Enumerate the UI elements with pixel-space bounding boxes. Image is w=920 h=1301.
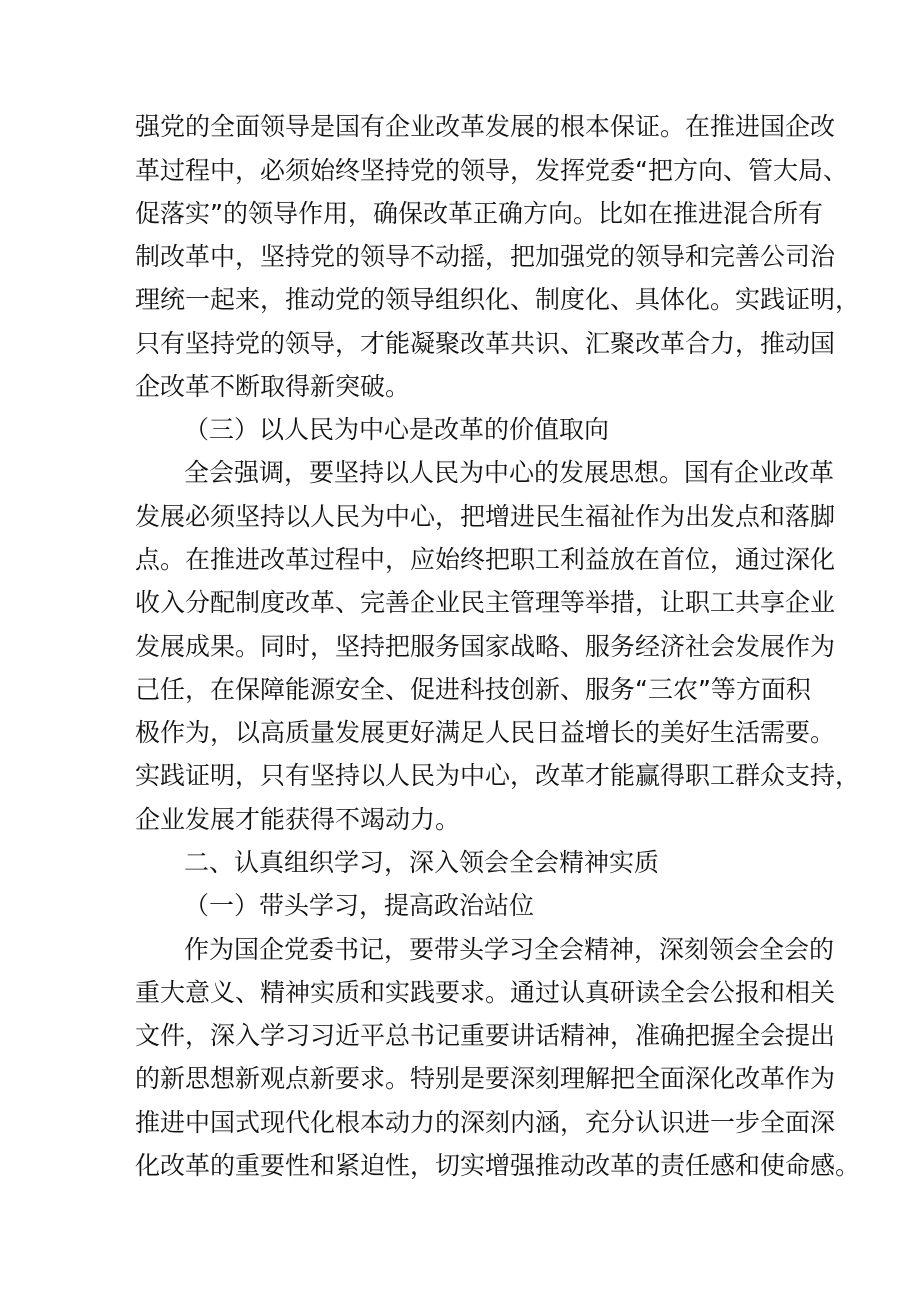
text-line: 强党的全面领导是国有企业改革发展的根本保证。在推进国企改 bbox=[135, 112, 836, 141]
text-line: 收入分配制度改革、完善企业民主管理等举措，让职工共享企业 bbox=[135, 588, 836, 617]
section-heading: 二、认真组织学习，深入领会全会精神实质 bbox=[184, 848, 660, 877]
text-line: 点。在推进改革过程中，应始终把职工利益放在首位，通过深化 bbox=[135, 545, 836, 574]
text-line: 极作为，以高质量发展更好满足人民日益增长的美好生活需要。 bbox=[135, 718, 836, 747]
section-heading: （三）以人民为中心是改革的价值取向 bbox=[184, 415, 610, 444]
text-line: 理统一起来，推动党的领导组织化、制度化、具体化。实践证明， bbox=[135, 285, 861, 314]
text-line: 发展必须坚持以人民为中心，把增进民生福祉作为出发点和落脚 bbox=[135, 502, 836, 531]
text-line: 推进中国式现代化根本动力的深刻内涵，充分认识进一步全面深 bbox=[135, 1108, 836, 1137]
text-line: 文件，深入学习习近平总书记重要讲话精神，准确把握全会提出 bbox=[135, 1021, 836, 1050]
text-line: 促落实”的领导作用，确保改革正确方向。比如在推进混合所有 bbox=[135, 199, 823, 228]
text-line: 企业发展才能获得不竭动力。 bbox=[135, 805, 461, 834]
text-line: 的新思想新观点新要求。特别是要深刻理解把全面深化改革作为 bbox=[135, 1064, 836, 1093]
text-line: 作为国企党委书记，要带头学习全会精神，深刻领会全会的 bbox=[184, 935, 835, 964]
text-line: 化改革的重要性和紧迫性，切实增强推动改革的责任感和使命感。 bbox=[135, 1151, 861, 1180]
text-line: 制改革中，坚持党的领导不动摇，把加强党的领导和完善公司治 bbox=[135, 242, 836, 271]
text-line: 重大意义、精神实质和实践要求。通过认真研读全会公报和相关 bbox=[135, 978, 836, 1007]
text-line: 只有坚持党的领导，才能凝聚改革共识、汇聚改革合力，推动国 bbox=[135, 329, 836, 358]
text-line: 全会强调，要坚持以人民为中心的发展思想。国有企业改革 bbox=[184, 458, 835, 487]
text-line: 发展成果。同时，坚持把服务国家战略、服务经济社会发展作为 bbox=[135, 632, 836, 661]
text-line: 实践证明，只有坚持以人民为中心，改革才能赢得职工群众支持， bbox=[135, 761, 861, 790]
text-line: 企改革不断取得新突破。 bbox=[135, 372, 411, 401]
subsection-heading: （一）带头学习，提高政治站位 bbox=[184, 891, 535, 920]
text-line: 己任，在保障能源安全、促进科技创新、服务“三农”等方面积 bbox=[135, 675, 811, 704]
text-line: 革过程中，必须始终坚持党的领导，发挥党委“把方向、管大局、 bbox=[135, 156, 848, 185]
